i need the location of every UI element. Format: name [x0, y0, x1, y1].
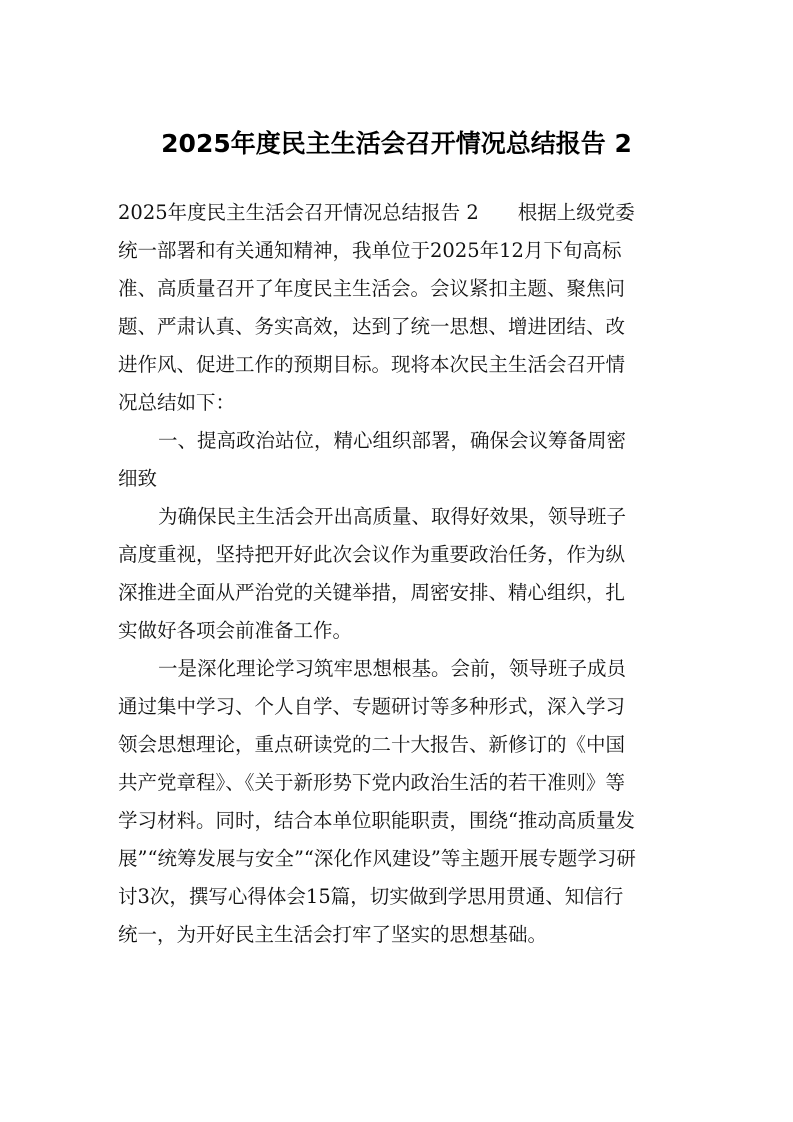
document-title: 2025年度民主生活会召开情况总结报告 2: [161, 129, 632, 158]
body-line: 高度重视，坚持把开好此次会议作为重要政治任务，作为纵: [118, 543, 626, 566]
body-line: 共产党章程》、《关于新形势下党内政治生活的若干准则》等: [118, 771, 626, 794]
body-line: 况总结如下：: [118, 391, 236, 414]
body-line: 一、提高政治站位，精心组织部署，确保会议筹备周密: [158, 429, 627, 452]
body-line: 展”“统筹发展与安全”“深化作风建设”等主题开展专题学习研: [118, 847, 636, 870]
body-line: 深推进全面从严治党的关键举措，周密安排、精心组织，扎: [118, 581, 626, 604]
body-line: 统一部署和有关通知精神，我单位于2025年12月下旬高标: [118, 239, 622, 262]
body-line: 学习材料。同时，结合本单位职能职责，围绕“推动高质量发: [118, 809, 635, 832]
body-line: 细致: [118, 467, 158, 490]
body-line: 实做好各项会前准备工作。: [118, 619, 353, 642]
document-body: [118, 194, 678, 954]
body-line: 为确保民主生活会开出高质量、取得好效果，领导班子: [158, 505, 627, 528]
body-line: 一是深化理论学习筑牢思想根基。会前，领导班子成员: [158, 657, 627, 680]
body-line: 讨3次，撰写心得体会15篇，切实做到学思用贯通、知信行: [118, 885, 624, 908]
body-line: 领会思想理论，重点研读党的二十大报告、新修订的《中国: [118, 733, 626, 756]
body-line: 题、严肃认真、务实高效，达到了统一思想、增进团结、改: [118, 315, 626, 338]
body-line: 统一，为开好民主生活会打牢了坚实的思想基础。: [118, 923, 548, 946]
body-line: 准、高质量召开了年度民主生活会。会议紧扣主题、聚焦问: [118, 277, 626, 300]
body-line: 进作风、促进工作的预期目标。现将本次民主生活会召开情: [118, 353, 626, 376]
body-line: 2025年度民主生活会召开情况总结报告 2 根据上级党委: [118, 201, 635, 224]
body-line: 通过集中学习、个人自学、专题研讨等多种形式，深入学习: [118, 695, 626, 718]
